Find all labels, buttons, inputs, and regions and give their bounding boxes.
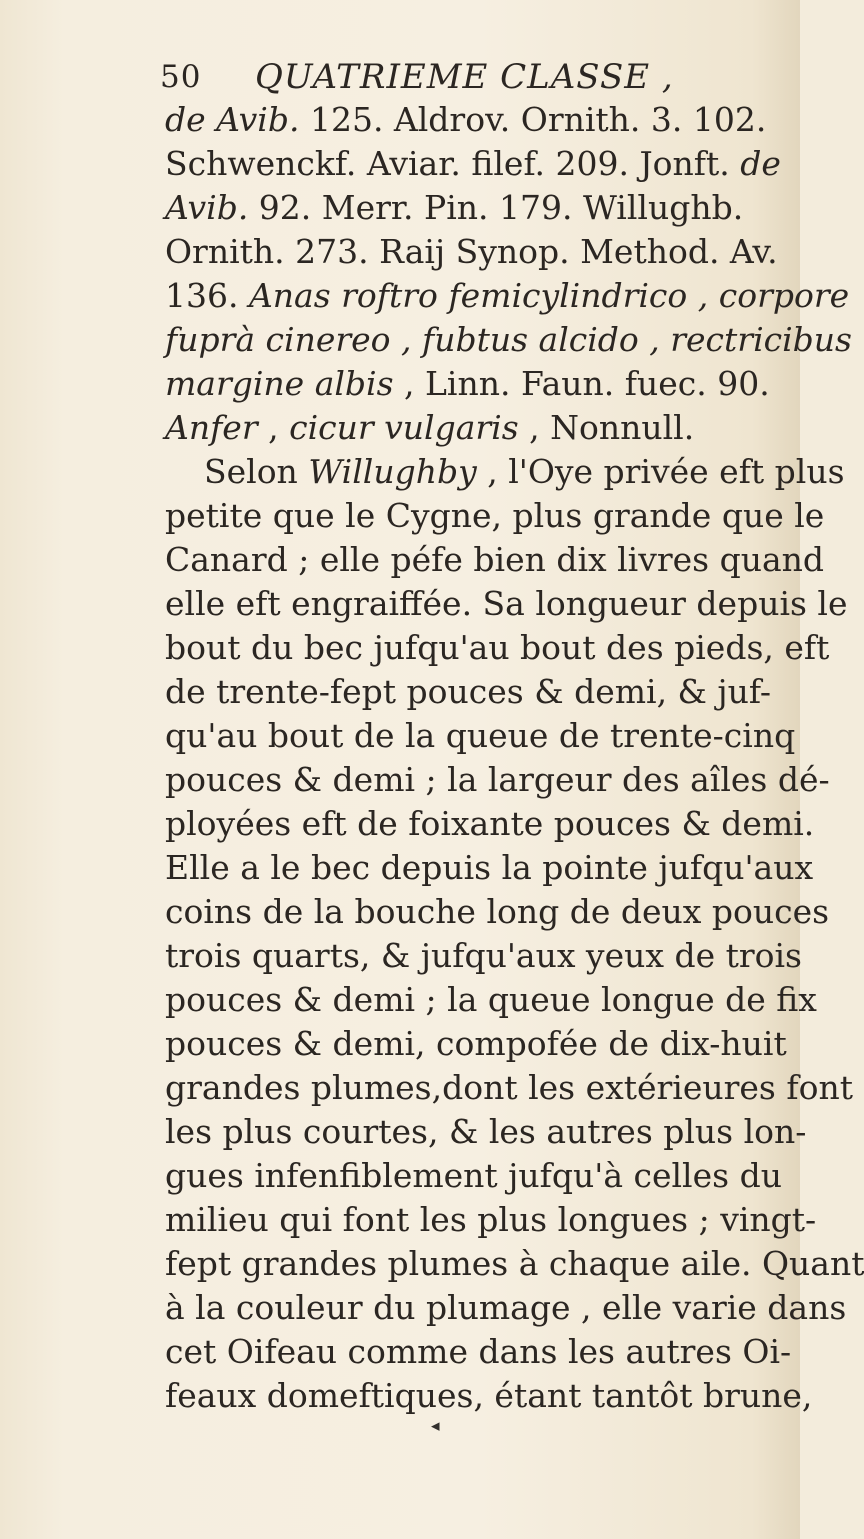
text-line: [165, 1110, 805, 1154]
text-segment: 125. Aldrov. Ornith. 3. 102.: [299, 100, 767, 139]
page-number: 50: [160, 59, 202, 95]
text-line: [165, 1066, 853, 1110]
page-header: [160, 52, 760, 102]
text-line: [165, 846, 814, 890]
text-line: [165, 890, 830, 934]
text-line: [165, 318, 852, 362]
page-mark: ◂: [431, 1416, 440, 1436]
text-segment: elle eft engraiffée. Sa longueur depuis le: [165, 584, 848, 623]
text-segment: 92. Merr. Pin. 179. Willughb.: [248, 188, 744, 227]
text-line: [165, 934, 805, 978]
text-segment: fept grandes plumes à chaque aile. Quant: [165, 1244, 864, 1283]
text-line: [165, 714, 805, 758]
text-segment: à la couleur du plumage , elle varie dans: [165, 1288, 847, 1327]
italic-text-segment: margine albis: [165, 364, 394, 403]
text-segment: bout du bec jufqu'au bout des pieds, eft: [165, 628, 830, 667]
text-segment: , Nonnull.: [518, 408, 695, 447]
italic-text-segment: de: [740, 144, 781, 183]
text-segment: gues infenfiblement jufqu'à celles du: [165, 1156, 782, 1195]
text-line: [165, 1286, 847, 1330]
text-segment: ployées eft de foixante pouces & demi.: [165, 804, 815, 843]
italic-text-segment: fuprà cinereo , fubtus alcido , rectricibus: [165, 320, 852, 359]
text-segment: Elle a le bec depuis la pointe jufqu'aux: [165, 848, 814, 887]
text-segment: , l'Oye privée eft plus: [476, 452, 845, 491]
text-line: [165, 406, 805, 450]
text-segment: pouces & demi, compofée de dix-huit: [165, 1024, 787, 1063]
text-segment: petite que le Cygne, plus grande que le: [165, 496, 825, 535]
text-line: [165, 1330, 805, 1374]
italic-text-segment: Avib.: [165, 188, 249, 227]
text-segment: milieu qui font les plus longues ; vingt-: [165, 1200, 817, 1239]
text-segment: pouces & demi ; la largeur des aîles dé-: [165, 760, 830, 799]
text-segment: Schwenckf. Aviar. filef. 209. Jonft.: [165, 144, 741, 183]
italic-text-segment: cicur vulgaris: [289, 408, 519, 447]
text-line: [165, 626, 830, 670]
text-line: [165, 538, 825, 582]
text-line: [165, 494, 825, 538]
running-head: QUATRIEME CLASSE ,: [255, 57, 674, 97]
text-line: [165, 142, 805, 186]
text-line: [165, 230, 805, 274]
italic-text-segment: Willughby: [308, 452, 477, 491]
text-line: [165, 274, 850, 318]
text-line: [165, 758, 830, 802]
text-line: [165, 978, 817, 1022]
text-line: [165, 1374, 813, 1418]
text-line: [165, 98, 805, 142]
text-segment: qu'au bout de la queue de trente-cinq: [165, 716, 796, 755]
text-segment: trois quarts, & jufqu'aux yeux de trois: [165, 936, 802, 975]
text-line: [165, 582, 848, 626]
body-text: [165, 98, 864, 1418]
text-line: [165, 1242, 864, 1286]
italic-text-segment: Anas roftro femicylindrico , corpore: [248, 276, 850, 315]
text-line: [165, 670, 805, 714]
text-segment: Canard ; elle péfe bien dix livres quand: [165, 540, 825, 579]
text-segment: Selon: [204, 452, 309, 491]
text-line: [165, 1198, 817, 1242]
italic-text-segment: Avib.: [216, 100, 300, 139]
text-segment: coins de la bouche long de deux pouces: [165, 892, 830, 931]
text-segment: pouces & demi ; la queue longue de fix: [165, 980, 817, 1019]
text-line: [165, 1154, 805, 1198]
text-segment: de trente-fept pouces & demi, & juf-: [165, 672, 772, 711]
text-segment: feaux domeftiques, étant tantôt brune,: [165, 1376, 813, 1415]
text-line: [165, 1022, 805, 1066]
italic-text-segment: de: [165, 100, 217, 139]
text-line: [165, 802, 815, 846]
text-segment: 136.: [165, 276, 249, 315]
text-line: [165, 186, 805, 230]
text-segment: , Linn. Faun. fuec. 90.: [393, 364, 770, 403]
text-segment: Ornith. 273. Raij Synop. Method. Av.: [165, 232, 778, 271]
text-line: [165, 450, 845, 494]
text-segment: grandes plumes,dont les extérieures font: [165, 1068, 853, 1107]
text-line: [165, 362, 805, 406]
text-segment: les plus courtes, & les autres plus lon-: [165, 1112, 807, 1151]
italic-text-segment: Anfer: [165, 408, 258, 447]
text-segment: cet Oifeau comme dans les autres Oi-: [165, 1332, 792, 1371]
text-segment: ,: [257, 408, 290, 447]
